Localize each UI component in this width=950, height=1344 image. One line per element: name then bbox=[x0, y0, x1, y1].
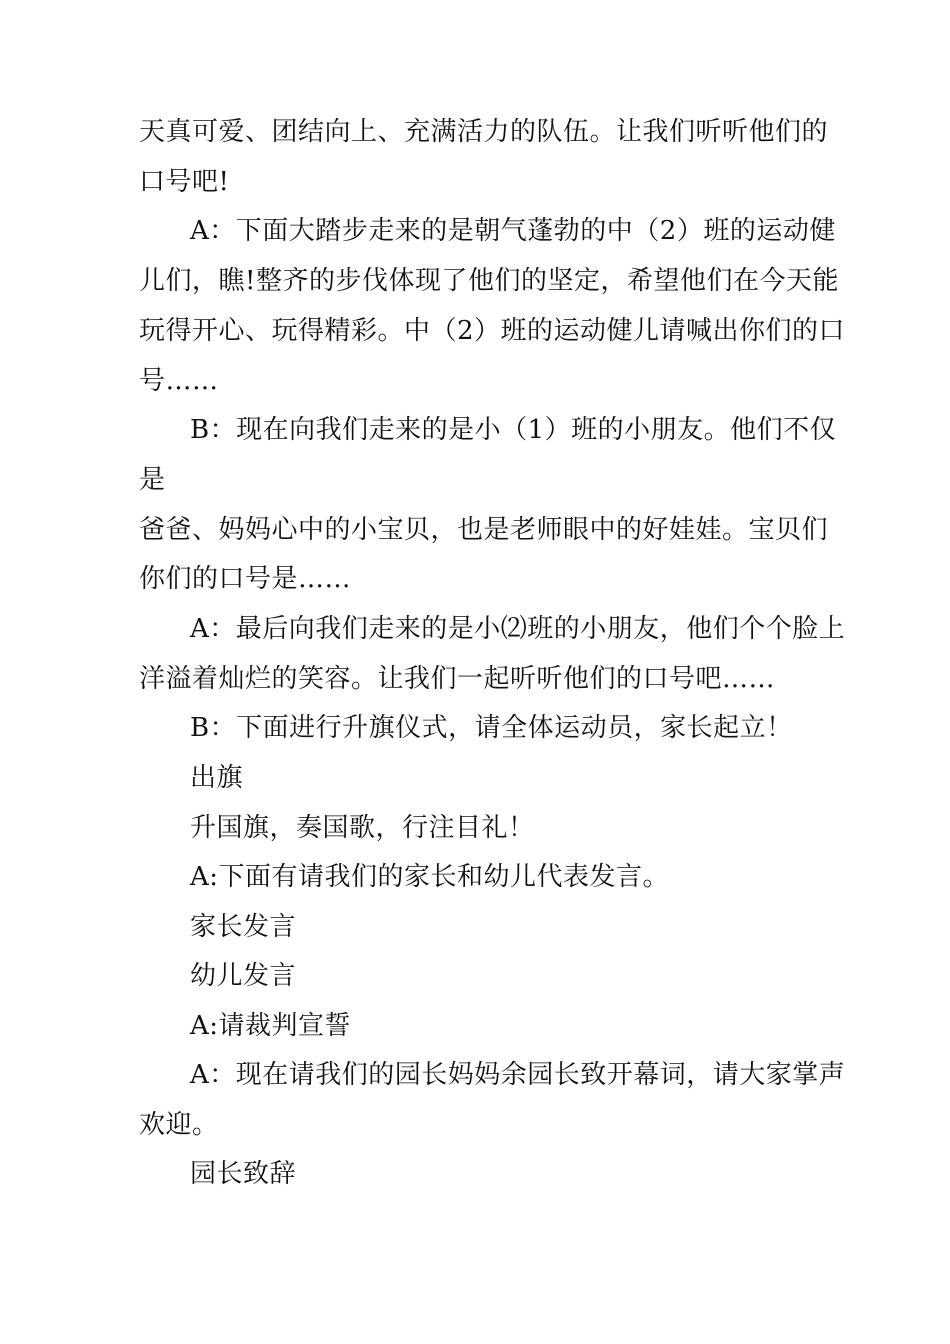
text-line: 洋溢着灿烂的笑容。让我们一起听听他们的口号吧…… bbox=[139, 664, 776, 694]
text-line: A：现在请我们的园长妈妈余园长致开幕词，请大家掌声 bbox=[190, 1060, 846, 1090]
text-line: 你们的口号是…… bbox=[139, 564, 352, 594]
text-line: A:请裁判宣誓 bbox=[190, 1011, 352, 1041]
text-line: 玩得开心、玩得精彩。中（2）班的运动健儿请喊出你们的口 bbox=[139, 316, 846, 346]
text-line: 是 bbox=[139, 465, 166, 495]
text-line: A：下面大踏步走来的是朝气蓬勃的中（2）班的运动健 bbox=[190, 216, 836, 246]
text-line: A：最后向我们走来的是小⑵班的小朋友，他们个个脸上 bbox=[190, 614, 846, 644]
text-line: 欢迎。 bbox=[139, 1110, 219, 1140]
text-line: 幼儿发言 bbox=[190, 961, 297, 991]
text-line: B：下面进行升旗仪式，请全体运动员，家长起立！ bbox=[190, 713, 793, 743]
text-line: 爸爸、妈妈心中的小宝贝，也是老师眼中的好娃娃。宝贝们 bbox=[139, 515, 829, 545]
text-line: A:下面有请我们的家长和幼儿代表发言。 bbox=[190, 862, 670, 892]
text-line: 家长发言 bbox=[190, 912, 297, 942]
text-line: 天真可爱、团结向上、充满活力的队伍。让我们听听他们的 bbox=[139, 117, 829, 147]
text-line: 出旗 bbox=[190, 763, 244, 793]
text-line: 园长致辞 bbox=[190, 1159, 297, 1189]
text-line: B：现在向我们走来的是小（1）班的小朋友。他们不仅 bbox=[190, 415, 837, 445]
text-line: 儿们，瞧!整齐的步伐体现了他们的坚定，希望他们在今天能 bbox=[139, 266, 839, 296]
text-line: 口号吧! bbox=[139, 167, 230, 197]
text-line: 升国旗，奏国歌，行注目礼！ bbox=[190, 813, 535, 843]
text-line: 号…… bbox=[139, 366, 219, 396]
